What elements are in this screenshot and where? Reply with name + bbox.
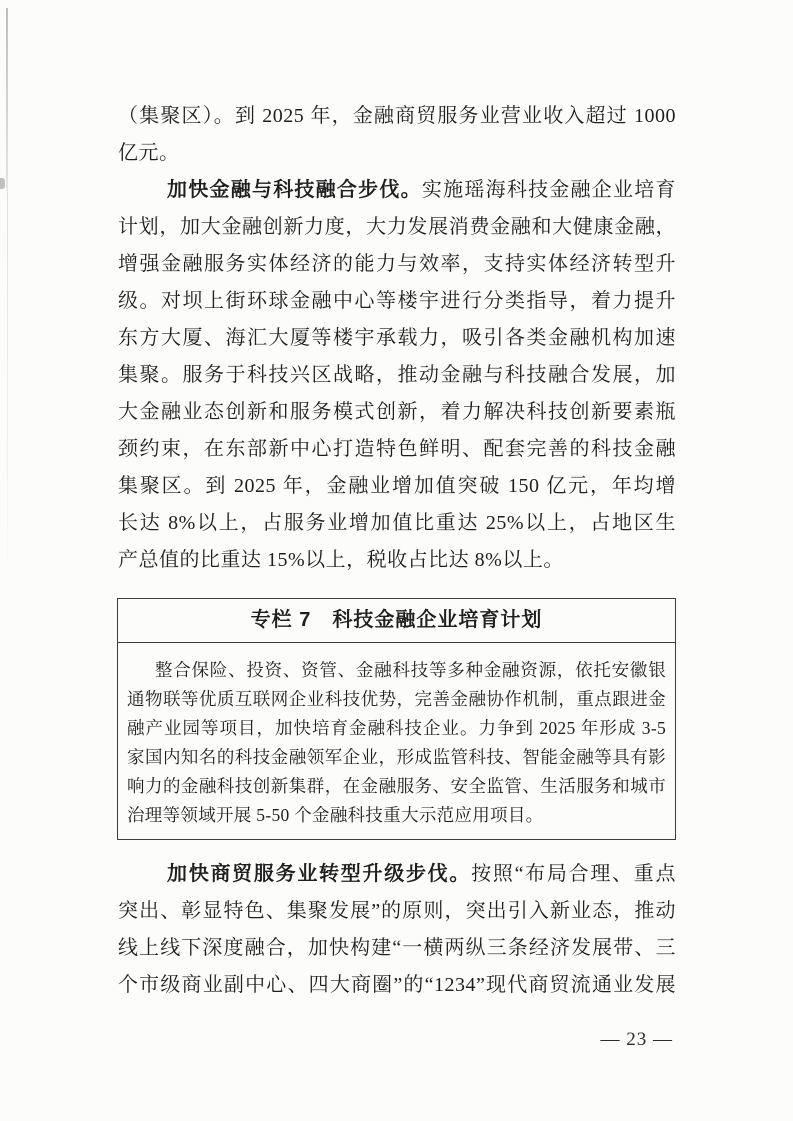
scan-artifact [7, 188, 8, 558]
bold-lead: 加快商贸服务业转型升级步伐。 [167, 863, 472, 885]
paragraph-finance-tech [118, 172, 676, 579]
page-number: — 23 — [600, 1029, 673, 1050]
callout-box-title: 专栏 7 科技金融企业培育计划 [118, 599, 675, 643]
text-line: 计划，加大金融创新力度，大力发展消费金融和大健康金融， [118, 216, 676, 238]
text-line: 通物联等优质互联网企业科技优势，完善金融协作机制，重点跟进金 [127, 689, 666, 709]
text-line: 突出、彰显特色、集聚发展”的原则，突出引入新业态，推动 [118, 900, 676, 922]
text-line: 治理等领域开展 5-50 个金融科技重大示范应用项目。 [127, 805, 544, 825]
text-line: 响力的金融科技创新集群，在金融服务、安全监管、生活服务和城市 [127, 776, 666, 796]
text-line: 线上线下深度融合，加快构建“一横两纵三条经济发展带、三 [118, 937, 676, 959]
text-line: （集聚区）。到 2025 年，金融商贸服务业营业收入超过 1000 [118, 105, 676, 127]
scan-artifact [0, 178, 5, 189]
text-line: 家国内知名的科技金融领军企业，形成监管科技、智能金融等具有影 [127, 747, 666, 767]
text-line: 级。对坝上街环球金融中心等楼宇进行分类指导，着力提升 [118, 290, 676, 312]
text-line: 个市级商业副中心、四大商圈”的“1234”现代商贸流通业发展 [118, 974, 676, 996]
scan-artifact [6, 8, 8, 188]
text-line: 增强金融服务实体经济的能力与效率，支持实体经济转型升 [118, 253, 676, 275]
text-line: 产总值的比重达 15%以上，税收占比达 8%以上。 [118, 549, 564, 571]
paragraph-continued [118, 98, 676, 172]
text-line: 颈约束，在东部新中心打造特色鲜明、配套完善的科技金融 [118, 438, 676, 460]
text-line: 大金融业态创新和服务模式创新，着力解决科技创新要素瓶 [118, 401, 676, 423]
text-line: 亿元。 [118, 142, 180, 164]
text-line: 整合保险、投资、资管、金融科技等多种金融资源，依托安徽银 [155, 660, 666, 680]
text-line: 集聚区。到 2025 年，金融业增加值突破 150 亿元，年均增 [118, 475, 676, 497]
paragraph-commerce [118, 856, 676, 1004]
callout-box [117, 598, 676, 840]
text-line: 集聚。服务于科技兴区战略，推动金融与科技融合发展，加 [118, 364, 676, 386]
text-line: 融产业园等项目，加快培育金融科技企业。力争到 2025 年形成 3-5 [127, 718, 666, 738]
text-line: 长达 8%以上，占服务业增加值比重达 25%以上，占地区生 [118, 512, 676, 534]
callout-box-body [118, 643, 675, 830]
bold-lead: 加快金融与科技融合步伐。 [167, 179, 422, 201]
text-line: 加快金融与科技融合步伐。实施瑶海科技金融企业培育 [167, 179, 677, 201]
text-line: 东方大厦、海汇大厦等楼宇承载力，吸引各类金融机构加速 [118, 327, 676, 349]
text-line: 加快商贸服务业转型升级步伐。按照“布局合理、重点 [167, 863, 677, 885]
